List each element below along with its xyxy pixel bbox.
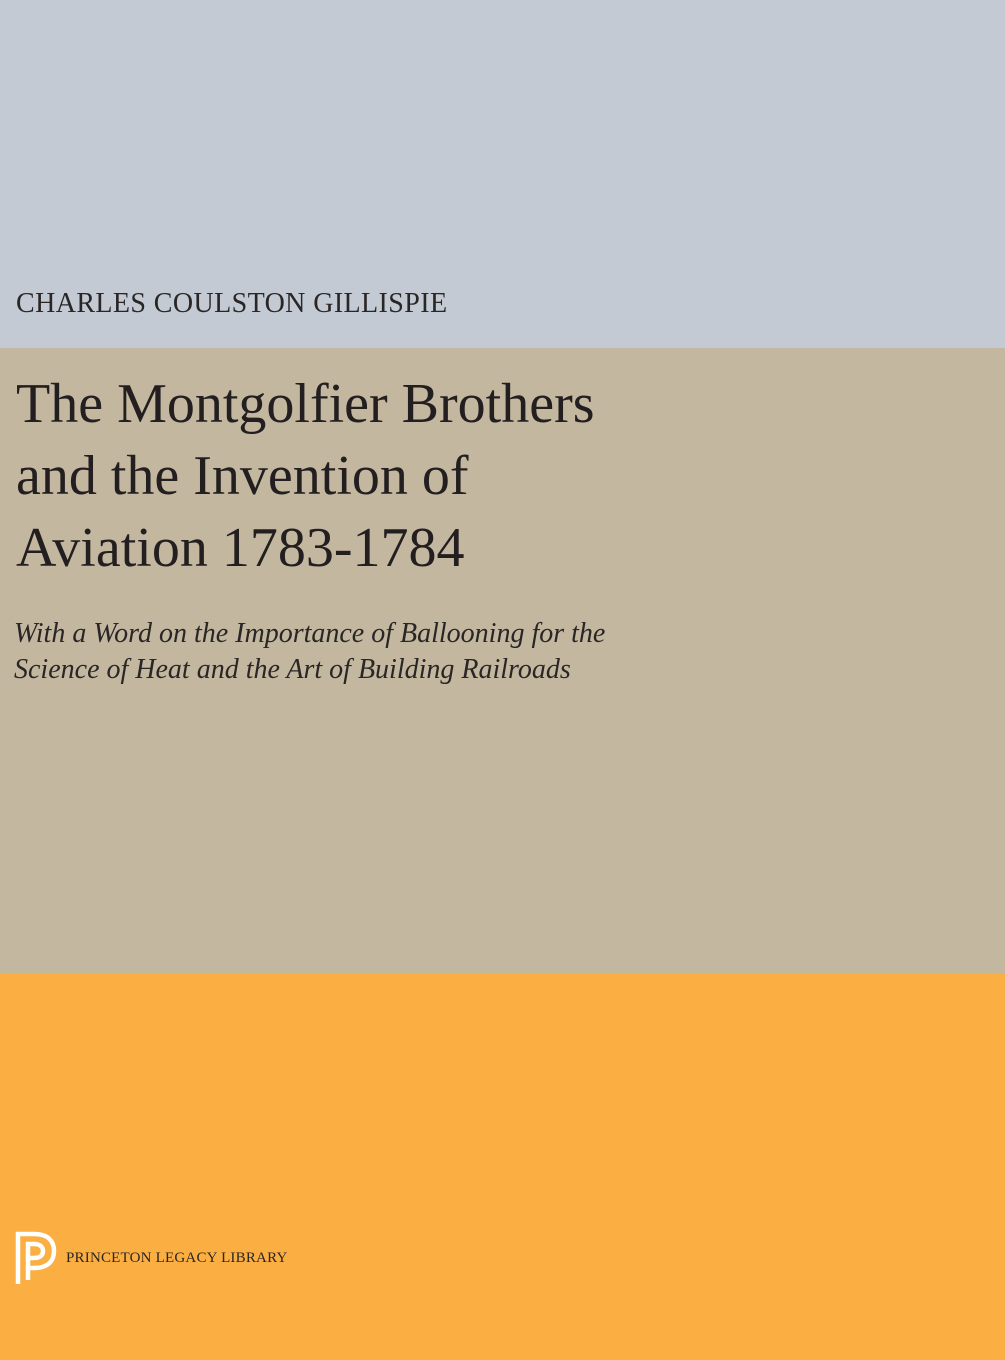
publisher-mark	[14, 1230, 287, 1284]
book-title-line: Aviation 1783-1784	[16, 517, 465, 579]
book-subtitle-line: Science of Heat and the Art of Building Railroads	[14, 654, 571, 685]
princeton-pp-logo-icon	[14, 1230, 60, 1284]
book-subtitle	[14, 616, 994, 688]
author-name: CHARLES COULSTON GILLISPIE	[16, 288, 448, 319]
book-title-line: and the Invention of	[16, 445, 469, 507]
book-title-line: The Montgolfier Brothers	[16, 373, 595, 435]
book-title	[16, 368, 996, 584]
publisher-imprint: PRINCETON LEGACY LIBRARY	[66, 1249, 288, 1266]
cover-bottom-band	[0, 973, 1005, 1360]
book-subtitle-line: With a Word on the Importance of Ballooning for the	[14, 618, 606, 649]
